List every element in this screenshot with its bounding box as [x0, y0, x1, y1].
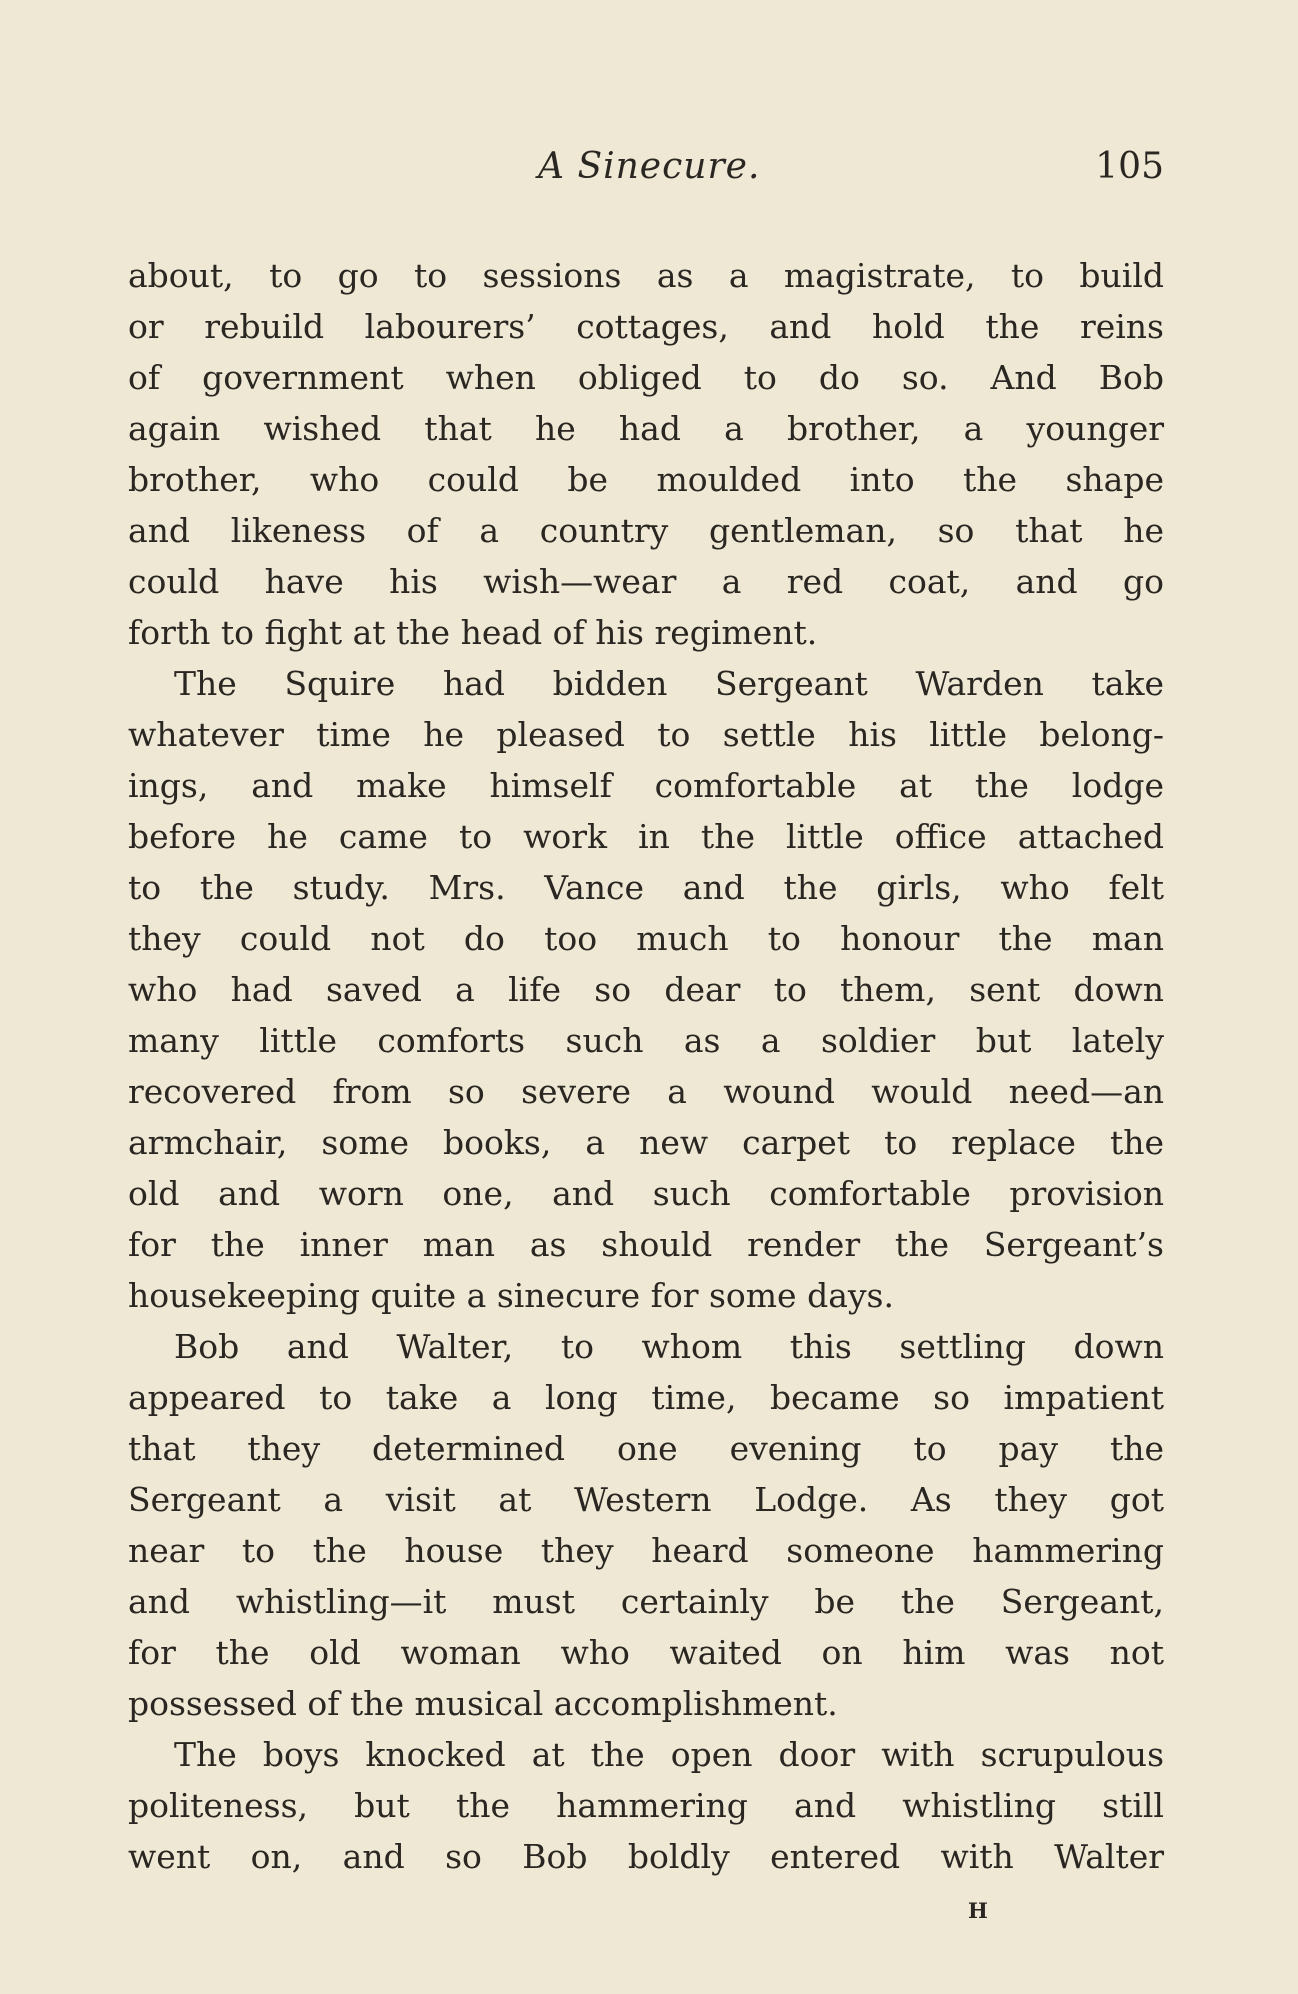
text-line: ings, and make himself comfortable at the lodge — [128, 766, 1164, 805]
text-line: or rebuild labourers’ cottages, and hold the reins — [128, 307, 1164, 346]
text-line: whatever time he pleased to settle his little belong- — [128, 715, 1164, 754]
text-line: old and worn one, and such comfortable provision — [128, 1174, 1164, 1213]
body-text — [128, 250, 1164, 1882]
signature-mark: H — [968, 1898, 988, 1923]
text-line: many little comforts such as a soldier but lately — [128, 1021, 1164, 1060]
text-line: appeared to take a long time, became so impatient — [128, 1378, 1164, 1417]
text-line: armchair, some books, a new carpet to replace the — [128, 1123, 1164, 1162]
text-line: before he came to work in the little office attached — [128, 817, 1164, 856]
text-line: Sergeant a visit at Western Lodge. As they got — [128, 1480, 1164, 1519]
paragraph-start-line: The Squire had bidden Sergeant Warden take — [174, 664, 1164, 703]
text-line: near to the house they heard someone hammering — [128, 1531, 1164, 1570]
text-line: recovered from so severe a wound would need—an — [128, 1072, 1164, 1111]
text-line: they could not do too much to honour the man — [128, 919, 1164, 958]
paragraph-start-line: The boys knocked at the open door with scrupulous — [174, 1735, 1164, 1774]
text-line: forth to fight at the head of his regiment. — [128, 613, 818, 652]
page-number: 105 — [1095, 146, 1164, 187]
text-line: and whistling—it must certainly be the Sergeant, — [128, 1582, 1164, 1621]
text-line: that they determined one evening to pay the — [128, 1429, 1164, 1468]
text-line: and likeness of a country gentleman, so that he — [128, 511, 1164, 550]
text-line: brother, who could be moulded into the shape — [128, 460, 1164, 499]
text-line: of government when obliged to do so. And Bob — [128, 358, 1164, 397]
paragraph-start-line: Bob and Walter, to whom this settling down — [174, 1327, 1164, 1366]
text-line: possessed of the musical accomplishment. — [128, 1684, 838, 1723]
text-line: politeness, but the hammering and whistling still — [128, 1786, 1164, 1825]
text-line: again wished that he had a brother, a younger — [128, 409, 1164, 448]
running-head — [128, 146, 1164, 198]
text-line: housekeeping quite a sinecure for some days. — [128, 1276, 894, 1315]
text-line: for the old woman who waited on him was not — [128, 1633, 1164, 1672]
running-title: A Sinecure. — [538, 146, 761, 187]
text-line: about, to go to sessions as a magistrate, to build — [128, 256, 1164, 295]
text-line: to the study. Mrs. Vance and the girls, who felt — [128, 868, 1164, 907]
text-line: could have his wish—wear a red coat, and go — [128, 562, 1164, 601]
text-line: went on, and so Bob boldly entered with Walter — [128, 1837, 1164, 1876]
text-line: for the inner man as should render the Sergeant’s — [128, 1225, 1164, 1264]
text-line: who had saved a life so dear to them, sent down — [128, 970, 1164, 1009]
